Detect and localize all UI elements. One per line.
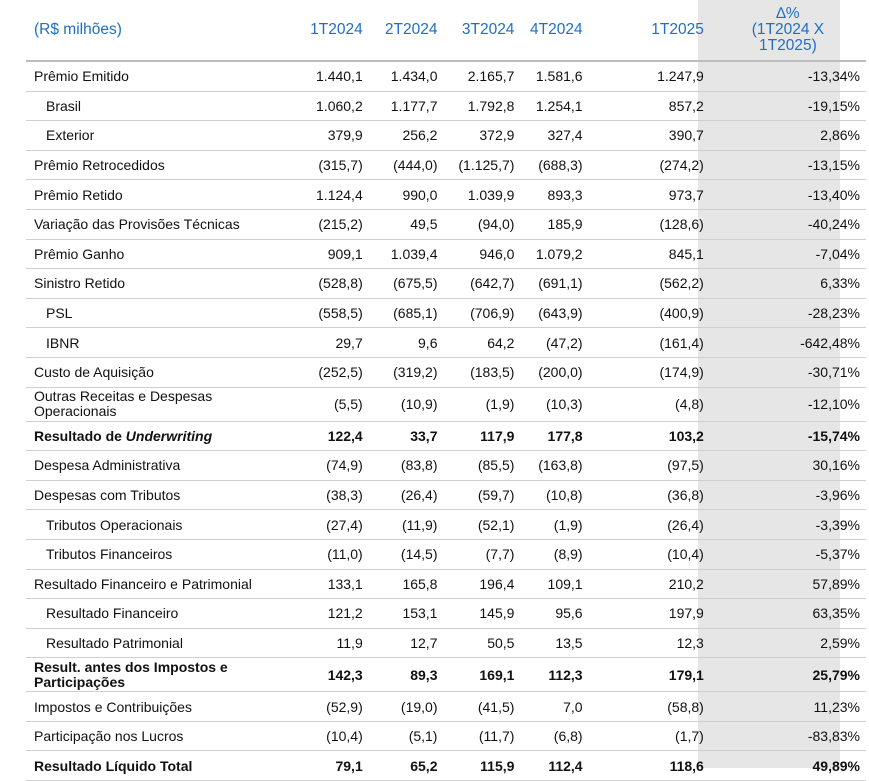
- period-value-cell: 29,7: [293, 328, 366, 358]
- row-label: Prêmio Ganho: [26, 239, 293, 269]
- row-label: Resultado Patrimonial: [26, 628, 293, 658]
- table-row: [26, 751, 866, 781]
- delta-cell: 2,59%: [710, 628, 866, 658]
- row-label: Custo de Aquisição: [26, 357, 293, 387]
- period-value-cell: 12,7: [366, 628, 441, 658]
- table-row: [26, 357, 866, 387]
- delta-cell: -3,39%: [710, 510, 866, 540]
- delta-cell: 57,89%: [710, 569, 866, 599]
- period-value-cell: 1.254,1: [517, 91, 585, 121]
- period-value-cell: 372,9: [440, 121, 517, 151]
- delta-cell: -13,40%: [710, 180, 866, 210]
- period-value-cell: (83,8): [366, 451, 441, 481]
- period-value-cell: (444,0): [366, 150, 441, 180]
- table-row: [26, 121, 866, 151]
- period-value-cell: (59,7): [440, 480, 517, 510]
- period-value-cell: 142,3: [293, 658, 366, 692]
- period-value-cell: (528,8): [293, 269, 366, 299]
- table-row: [26, 150, 866, 180]
- delta-cell: -7,04%: [710, 239, 866, 269]
- current-period-cell: 197,9: [586, 599, 710, 629]
- period-value-cell: 379,9: [293, 121, 366, 151]
- period-value-cell: 1.434,0: [366, 61, 441, 91]
- delta-cell: -642,48%: [710, 328, 866, 358]
- row-label: Tributos Operacionais: [26, 510, 293, 540]
- table-row: [26, 628, 866, 658]
- row-label: Prêmio Retrocedidos: [26, 150, 293, 180]
- period-value-cell: (183,5): [440, 357, 517, 387]
- delta-cell: -12,10%: [710, 387, 866, 421]
- period-value-cell: 256,2: [366, 121, 441, 151]
- period-value-cell: (163,8): [517, 451, 585, 481]
- table-row: [26, 180, 866, 210]
- period-value-cell: (6,8): [517, 721, 585, 751]
- period-header-4: 4T2024: [530, 21, 583, 38]
- table-row: [26, 510, 866, 540]
- current-period-cell: (4,8): [586, 387, 710, 421]
- current-period-cell: (400,9): [586, 298, 710, 328]
- current-period-cell: (58,8): [586, 692, 710, 722]
- period-value-cell: (319,2): [366, 357, 441, 387]
- delta-cell: -3,96%: [710, 480, 866, 510]
- row-label-italic: Underwriting: [125, 427, 213, 444]
- period-value-cell: 112,4: [517, 751, 585, 781]
- period-value-cell: (26,4): [366, 480, 441, 510]
- row-label: Variação das Provisões Técnicas: [26, 209, 293, 239]
- delta-cell: -19,15%: [710, 91, 866, 121]
- delta-cell: -30,71%: [710, 357, 866, 387]
- period-value-cell: 1.124,4: [293, 180, 366, 210]
- period-value-cell: 13,5: [517, 628, 585, 658]
- row-label-prefix: Resultado de: [34, 427, 126, 444]
- table-row: [26, 539, 866, 569]
- current-period-header: 1T2025: [651, 21, 704, 38]
- period-value-cell: (688,3): [517, 150, 585, 180]
- period-header-3: 3T2024: [461, 21, 515, 38]
- table-row: [26, 480, 866, 510]
- period-value-cell: (10,3): [517, 387, 585, 421]
- period-value-cell: 133,1: [293, 569, 366, 599]
- period-value-cell: (27,4): [293, 510, 366, 540]
- period-value-cell: 79,1: [293, 751, 366, 781]
- current-period-cell: 103,2: [586, 421, 710, 451]
- period-value-cell: (11,9): [366, 510, 441, 540]
- current-period-cell: 179,1: [586, 658, 710, 692]
- period-value-cell: (52,9): [293, 692, 366, 722]
- delta-cell: 63,35%: [710, 599, 866, 629]
- row-label: [26, 421, 293, 451]
- row-label: Participação nos Lucros: [26, 721, 293, 751]
- row-label: Outras Receitas e Despesas Operacionais: [26, 387, 293, 421]
- current-period-cell: (1,7): [586, 721, 710, 751]
- period-value-cell: (47,2): [517, 328, 585, 358]
- table-header-row: [26, 0, 866, 61]
- period-value-cell: 117,9: [440, 421, 517, 451]
- current-period-cell: 210,2: [586, 569, 710, 599]
- table-row: [26, 599, 866, 629]
- period-value-cell: (675,5): [366, 269, 441, 299]
- period-value-cell: (7,7): [440, 539, 517, 569]
- delta-cell: -28,23%: [710, 298, 866, 328]
- delta-symbol: ∆%: [776, 5, 800, 22]
- row-label: Despesas com Tributos: [26, 480, 293, 510]
- table-row: [26, 421, 866, 451]
- unit-header: (R$ milhões): [34, 21, 122, 38]
- table-row: [26, 269, 866, 299]
- period-value-cell: (11,0): [293, 539, 366, 569]
- period-value-cell: (85,5): [440, 451, 517, 481]
- row-label: IBNR: [26, 328, 293, 358]
- period-value-cell: 11,9: [293, 628, 366, 658]
- period-value-cell: (8,9): [517, 539, 585, 569]
- delta-cell: 30,16%: [710, 451, 866, 481]
- period-value-cell: (5,1): [366, 721, 441, 751]
- period-value-cell: (691,1): [517, 269, 585, 299]
- delta-header-line2: (1T2024 X: [751, 21, 825, 38]
- period-value-cell: (706,9): [440, 298, 517, 328]
- row-label: Resultado Financeiro e Patrimonial: [26, 569, 293, 599]
- period-value-cell: (643,9): [517, 298, 585, 328]
- delta-cell: 2,86%: [710, 121, 866, 151]
- period-value-cell: 2.165,7: [440, 61, 517, 91]
- row-label: Prêmio Emitido: [26, 61, 293, 91]
- period-value-cell: 1.060,2: [293, 91, 366, 121]
- current-period-cell: (562,2): [586, 269, 710, 299]
- delta-cell: -40,24%: [710, 209, 866, 239]
- period-value-cell: (642,7): [440, 269, 517, 299]
- table-row: [26, 239, 866, 269]
- period-value-cell: (11,7): [440, 721, 517, 751]
- period-value-cell: 50,5: [440, 628, 517, 658]
- period-value-cell: 1.581,6: [517, 61, 585, 91]
- period-header-1: 1T2024: [310, 21, 363, 38]
- table-row: [26, 692, 866, 722]
- period-value-cell: 165,8: [366, 569, 441, 599]
- period-value-cell: 121,2: [293, 599, 366, 629]
- period-value-cell: (74,9): [293, 451, 366, 481]
- period-value-cell: 109,1: [517, 569, 585, 599]
- period-value-cell: 177,8: [517, 421, 585, 451]
- delta-cell: 6,33%: [710, 269, 866, 299]
- delta-cell: 49,89%: [710, 751, 866, 781]
- current-period-cell: 118,6: [586, 751, 710, 781]
- table-row: [26, 569, 866, 599]
- row-label: Brasil: [26, 91, 293, 121]
- period-value-cell: 145,9: [440, 599, 517, 629]
- period-value-cell: (558,5): [293, 298, 366, 328]
- income-statement-table: [26, 0, 866, 781]
- period-value-cell: (10,9): [366, 387, 441, 421]
- delta-cell: -13,15%: [710, 150, 866, 180]
- row-label: Impostos e Contribuições: [26, 692, 293, 722]
- table-row: [26, 451, 866, 481]
- period-value-cell: (10,8): [517, 480, 585, 510]
- row-label: Tributos Financeiros: [26, 539, 293, 569]
- period-value-cell: (38,3): [293, 480, 366, 510]
- table-row: [26, 91, 866, 121]
- period-value-cell: (14,5): [366, 539, 441, 569]
- period-value-cell: 990,0: [366, 180, 441, 210]
- period-value-cell: (1,9): [440, 387, 517, 421]
- period-value-cell: 1.440,1: [293, 61, 366, 91]
- current-period-cell: (161,4): [586, 328, 710, 358]
- row-label: Result. antes dos Impostos e Participações: [26, 658, 293, 692]
- period-value-cell: 33,7: [366, 421, 441, 451]
- table-row: [26, 209, 866, 239]
- period-value-cell: (19,0): [366, 692, 441, 722]
- period-value-cell: (200,0): [517, 357, 585, 387]
- period-value-cell: (252,5): [293, 357, 366, 387]
- current-period-cell: 1.247,9: [586, 61, 710, 91]
- period-value-cell: (10,4): [293, 721, 366, 751]
- row-label: Prêmio Retido: [26, 180, 293, 210]
- row-label: PSL: [26, 298, 293, 328]
- table-row: [26, 328, 866, 358]
- row-label: Resultado Líquido Total: [26, 751, 293, 781]
- row-label: Sinistro Retido: [26, 269, 293, 299]
- period-value-cell: 196,4: [440, 569, 517, 599]
- current-period-cell: 390,7: [586, 121, 710, 151]
- table-row: [26, 658, 866, 692]
- period-value-cell: 169,1: [440, 658, 517, 692]
- current-period-cell: (97,5): [586, 451, 710, 481]
- table-row: [26, 721, 866, 751]
- table-row: [26, 61, 866, 91]
- period-value-cell: (52,1): [440, 510, 517, 540]
- period-value-cell: (1,9): [517, 510, 585, 540]
- period-value-cell: 1.792,8: [440, 91, 517, 121]
- delta-cell: -15,74%: [710, 421, 866, 451]
- table-row: [26, 298, 866, 328]
- current-period-cell: 973,7: [586, 180, 710, 210]
- current-period-cell: 12,3: [586, 628, 710, 658]
- period-value-cell: 122,4: [293, 421, 366, 451]
- current-period-cell: (128,6): [586, 209, 710, 239]
- period-value-cell: 1.177,7: [366, 91, 441, 121]
- row-label: Despesa Administrativa: [26, 451, 293, 481]
- period-value-cell: 65,2: [366, 751, 441, 781]
- delta-cell: -13,34%: [710, 61, 866, 91]
- row-label: Resultado Financeiro: [26, 599, 293, 629]
- period-value-cell: (41,5): [440, 692, 517, 722]
- period-value-cell: (1.125,7): [440, 150, 517, 180]
- current-period-cell: 845,1: [586, 239, 710, 269]
- period-value-cell: 153,1: [366, 599, 441, 629]
- period-header-2: 2T2024: [384, 21, 438, 38]
- delta-cell: -83,83%: [710, 721, 866, 751]
- period-value-cell: 327,4: [517, 121, 585, 151]
- delta-header: [710, 0, 866, 61]
- period-value-cell: 9,6: [366, 328, 441, 358]
- period-value-cell: (94,0): [440, 209, 517, 239]
- period-value-cell: 946,0: [440, 239, 517, 269]
- delta-cell: 25,79%: [710, 658, 866, 692]
- period-value-cell: (5,5): [293, 387, 366, 421]
- period-value-cell: 185,9: [517, 209, 585, 239]
- current-period-cell: (274,2): [586, 150, 710, 180]
- current-period-cell: (36,8): [586, 480, 710, 510]
- row-label: Exterior: [26, 121, 293, 151]
- table-row: [26, 387, 866, 421]
- delta-cell: -5,37%: [710, 539, 866, 569]
- period-value-cell: 893,3: [517, 180, 585, 210]
- period-value-cell: 95,6: [517, 599, 585, 629]
- current-period-cell: (10,4): [586, 539, 710, 569]
- period-value-cell: 89,3: [366, 658, 441, 692]
- period-value-cell: 115,9: [440, 751, 517, 781]
- period-value-cell: 1.079,2: [517, 239, 585, 269]
- period-value-cell: 7,0: [517, 692, 585, 722]
- current-period-cell: (26,4): [586, 510, 710, 540]
- current-period-cell: (174,9): [586, 357, 710, 387]
- period-value-cell: (315,7): [293, 150, 366, 180]
- period-value-cell: 1.039,4: [366, 239, 441, 269]
- delta-cell: 11,23%: [710, 692, 866, 722]
- period-value-cell: 1.039,9: [440, 180, 517, 210]
- period-value-cell: (685,1): [366, 298, 441, 328]
- period-value-cell: 64,2: [440, 328, 517, 358]
- period-value-cell: (215,2): [293, 209, 366, 239]
- period-value-cell: 49,5: [366, 209, 441, 239]
- delta-header-line3: 1T2025): [759, 37, 817, 54]
- period-value-cell: 909,1: [293, 239, 366, 269]
- period-value-cell: 112,3: [517, 658, 585, 692]
- current-period-cell: 857,2: [586, 91, 710, 121]
